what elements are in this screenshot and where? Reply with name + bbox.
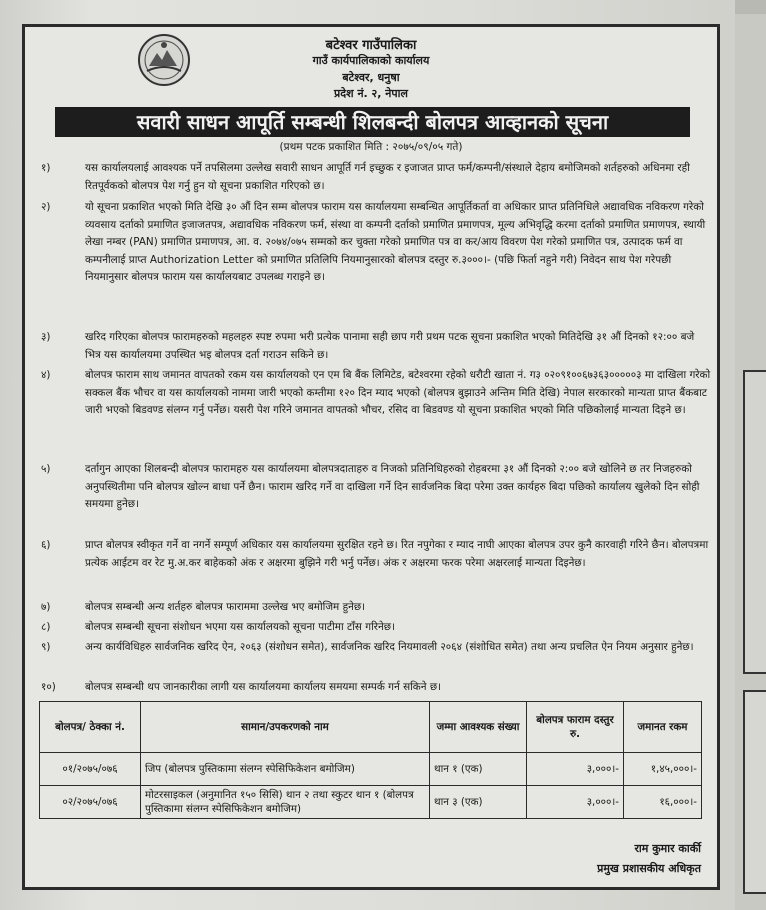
item-text: यस कार्यालयलाई आवश्यक पर्ने तपसिलमा उल्लेख सवारी साधन आपूर्ति गर्न इच्छुक र इजाजत प्राप्त फर्म/कम्पनी/संस्थाले देहाय बमोजिमको शर्तहरुको अधिनमा रही रितपूर्वकको बोलपत्र पेश गर्नु हुन यो सूचना प्रकाशित गरिएको छ।: [85, 162, 690, 192]
signatory-title: प्रमुख प्रशासकीय अधिकृत: [597, 862, 701, 875]
item-number: ७): [41, 601, 51, 613]
col-header: बोलपत्र फाराम दस्तुर रु.: [527, 702, 624, 753]
item-text: अन्य कार्यविधिहरु सार्वजनिक खरिद ऐन, २०६३ (संशोधन समेत), सार्वजनिक खरिद नियमावली २०६४ (संशोधित समेत) तथा अन्य प्रचलित ऐन नियम अनुसार हुनेछ।: [85, 641, 694, 653]
col-header: सामान/उपकरणको नाम: [141, 702, 430, 753]
item-number: ३): [41, 331, 51, 343]
table-header-row: [40, 702, 702, 753]
table-cell: ३,०००।-: [527, 786, 624, 819]
adjacent-column: [735, 0, 766, 910]
office-location: बटेश्वर, धनुषा: [342, 71, 400, 84]
item-number: ९): [41, 641, 51, 653]
adjacent-box: [743, 370, 766, 674]
table-cell: ०१/२०७५/०७६: [40, 753, 141, 786]
notice-title: सवारी साधन आपूर्ति सम्बन्धी शिलबन्दी बोलपत्र आव्हानको सूचना: [55, 107, 690, 137]
item-text: दर्तागुन आएका शिलबन्दी बोलपत्र फारामहरु यस कार्यालयमा बोलपत्रदाताहरु व निजको प्रतिनिधिहरुको रोहबरमा ३१ औं दिनको २:०० बजे खोलिने छ तर निजहरुको अनुपस्थितीमा पनि बोलपत्र खोल्न बाधा पर्ने छैन। फाराम खरिद गर्ने वा दाखिला गर्ने दिन सार्वजनिक बिदा परेमा उक्त कार्यहरु बिदा पछिको कार्यालय खुलेको दिन सोही समयमा हुनेछ।: [85, 463, 700, 511]
tender-notice: [22, 24, 720, 890]
table-row: [40, 786, 702, 819]
item-text: बोलपत्र सम्बन्धी अन्य शर्तहरु बोलपत्र फाराममा उल्लेख भए बमोजिम हुनेछ।: [85, 601, 366, 613]
table-cell: जिप (बोलपत्र पुस्तिकामा संलग्न स्पेसिफिकेशन बमोजिम): [141, 753, 430, 786]
item-number: ५): [41, 463, 51, 475]
item-text: बोलपत्र फाराम साथ जमानत वापतको रकम यस कार्यालयको एन एम बि बैंक लिमिटेड, बटेश्वरमा रहेको धरौटी खाता नं. ग३ ०२०९१००६७३६३०००००३ मा दाखिला गरेको सक्कल बैंक भौचर वा यस कार्यालयको नाममा जारी भएको कम्तीमा १२० दिन म्याद भएको (बोलपत्र बुझाउने अन्तिम मिति देखि) नेपाल सरकारको मान्यता प्राप्त बैंकबाट जारी भएको बिडवण्ड संलग्न गर्नु पर्नेछ। यसरी पेश गरिने जमानत वापतको भौचर, रसिद वा बिडवण्ड यो सूचना प्रकाशित भएको मिति पछिकोलाई मान्यता दिइने छ।: [85, 369, 711, 417]
table-cell: थान १ (एक): [430, 753, 527, 786]
office-subtitle: गाउँ कार्यपालिकाको कार्यालय: [312, 54, 430, 67]
adjacent-box: [743, 690, 766, 894]
item-text: प्राप्त बोलपत्र स्वीकृत गर्ने वा नगर्ने सम्पूर्ण अधिकार यस कार्यालयमा सुरक्षित रहने छ। रित नपुगेका र म्याद नाघी आएका बोलपत्र उपर कुनै कारवाही गरिने छैन। बोलपत्रमा प्रत्येक आईटम वर रेट मु.अ.कर बाहेकको अंक र अक्षरमा बुझिने गरी भर्नु पर्नेछ। अंक र अक्षरमा फरक परेमा अक्षरलाई मान्यता दिइनेछ।: [85, 539, 709, 569]
signatory-name: राम कुमार कार्की: [634, 842, 701, 855]
item-number: ८): [41, 621, 51, 633]
item-text: बोलपत्र सम्बन्धी थप जानकारीका लागी यस कार्यालयमा कार्यालय समयमा सम्पर्क गर्न सकिने छ।: [85, 681, 442, 693]
publish-date: (प्रथम पटक प्रकाशित मिति : २०७५/०९/०५ गते): [279, 141, 463, 153]
office-name: बटेश्वर गाउँपालिका: [325, 38, 417, 53]
item-number: ६): [41, 539, 51, 551]
col-header: जम्मा आवश्यक संख्या: [430, 702, 527, 753]
adjacent-strip: [735, 0, 766, 14]
col-header: बोलपत्र/ ठेक्का नं.: [40, 702, 141, 753]
table-cell: १,४५,०००।-: [624, 753, 702, 786]
office-province: प्रदेश नं. २, नेपाल: [334, 87, 408, 100]
col-header: जमानत रकम: [624, 702, 702, 753]
item-text: खरिद गरिएका बोलपत्र फारामहरुको महलहरु स्पष्ट रुपमा भरी प्रत्येक पानामा सही छाप गरी प्रथम पटक सूचना प्रकाशित भएको मितिदेखि ३१ औं दिनको १२:०० बजे भित्र यस कार्यालयमा उपस्थित भइ बोलपत्र दर्ता गराउन सकिने छ।: [85, 331, 695, 361]
table-cell: मोटरसाइकल (अनुमानित १५० सिसि) थान २ तथा स्कुटर थान १ (बोलपत्र पुस्तिकामा संलग्न स्पेसिफिकेशन बमोजिम): [141, 786, 430, 819]
item-number: १): [41, 162, 51, 174]
tender-table: [39, 701, 702, 819]
table-cell: थान ३ (एक): [430, 786, 527, 819]
item-text: बोलपत्र सम्बन्धी सूचना संशोधन भएमा यस कार्यालयको सूचना पाटीमा टाँस गरिनेछ।: [85, 621, 396, 633]
table-row: [40, 753, 702, 786]
item-number: २): [41, 201, 51, 213]
item-number: १०): [41, 681, 56, 693]
item-number: ४): [41, 369, 51, 381]
table-cell: १६,०००।-: [624, 786, 702, 819]
item-text: यो सूचना प्रकाशित भएको मिति देखि ३० औं दिन सम्म बोलपत्र फाराम यस कार्यालयमा सम्बन्धित आपूर्तिकर्ता वा अधिकार प्राप्त प्रतिनिधिले अद्यावधिक नविकरण गरेको व्यवसाय दर्ताको प्रमाणित इजाजतपत्र, अद्यावधिक नविकरण फर्म, संस्था वा कम्पनी दर्ताको प्रमाणित प्रमाणपत्र, मूल्य अभिवृद्धि करमा दर्ताको प्रमाणित प्रमाणपत्र, स्थायी लेखा नम्बर (PAN) प्रमाणित प्रमाणपत्र, आ. व. २०७४/०७५ सम्मको कर चुक्ता गरेको प्रमाणित पत्र वा कर/आय विवरण पेश गरेको प्रमाणित पत्र, उत्पादक फर्म वा कम्पनीलाई प्राप्त Authorization Letter को प्रमाणित प्रतिलिपि नियमानुसारको बोलपत्र दस्तुर रु.३०००।- (पछि फिर्ता नहुने गरी) निवेदन साथ पेश गरेपछी नियमानुसार बोलपत्र फाराम यस कार्यालयबाट उपलब्ध गराइने छ।: [85, 201, 706, 284]
table-cell: ३,०००।-: [527, 753, 624, 786]
table-cell: ०२/२०७५/०७६: [40, 786, 141, 819]
